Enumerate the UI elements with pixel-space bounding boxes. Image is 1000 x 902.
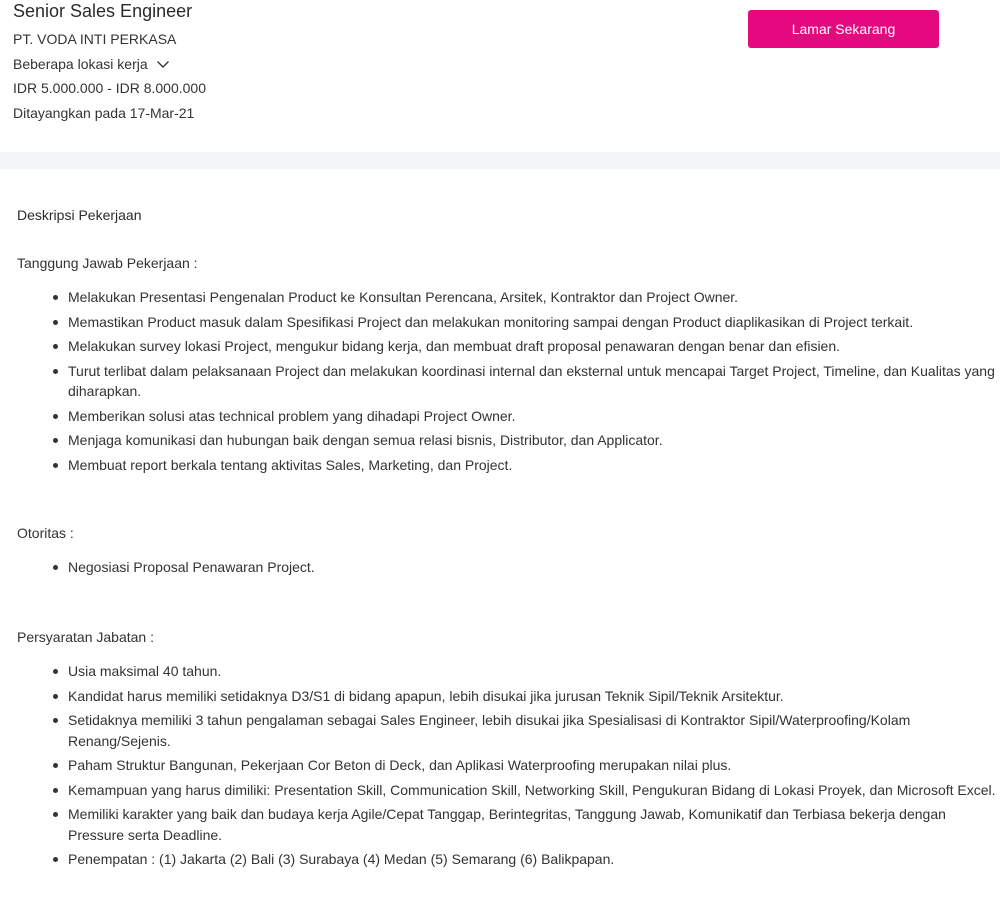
job-title: Senior Sales Engineer bbox=[13, 1, 193, 21]
requirements-label: Persyaratan Jabatan : bbox=[17, 629, 154, 645]
requirements-list bbox=[0, 661, 1000, 874]
authority-label: Otoritas : bbox=[17, 525, 74, 541]
responsibilities-label: Tanggung Jawab Pekerjaan : bbox=[17, 255, 198, 271]
salary-range: IDR 5.000.000 - IDR 8.000.000 bbox=[13, 80, 207, 96]
list-item: Negosiasi Proposal Penawaran Project. bbox=[68, 557, 1000, 578]
responsibilities-list bbox=[0, 287, 1000, 479]
job-header bbox=[0, 0, 1000, 152]
section-divider bbox=[0, 152, 1000, 169]
chevron-down-icon bbox=[156, 57, 170, 71]
list-item: Setidaknya memiliki 3 tahun pengalaman sebagai Sales Engineer, lebih disukai jika Spesialisasi di Kontraktor Sipil/Waterproofing/Kolam Renang/Sejenis. bbox=[68, 710, 1000, 751]
list-item: Turut terlibat dalam pelaksanaan Project dan melakukan koordinasi internal dan eksternal untuk mencapai Target Project, Timeline, dan Kualitas yang diharapkan. bbox=[68, 361, 1000, 402]
list-item: Menjaga komunikasi dan hubungan baik dengan semua relasi bisnis, Distributor, dan Applicator. bbox=[68, 430, 1000, 451]
description-heading: Deskripsi Pekerjaan bbox=[17, 207, 142, 223]
location-dropdown[interactable] bbox=[13, 56, 170, 72]
authority-list bbox=[0, 557, 1000, 582]
list-item: Melakukan survey lokasi Project, mengukur bidang kerja, dan membuat draft proposal penawaran dengan benar dan efisien. bbox=[68, 336, 1000, 357]
list-item: Membuat report berkala tentang aktivitas Sales, Marketing, dan Project. bbox=[68, 455, 1000, 476]
list-item: Usia maksimal 40 tahun. bbox=[68, 661, 1000, 682]
list-item: Kemampuan yang harus dimiliki: Presentation Skill, Communication Skill, Networking Skill, Pengukuran Bidang di Lokasi Proyek, dan Microsoft Excel. bbox=[68, 780, 1000, 801]
location-label: Beberapa lokasi kerja bbox=[13, 56, 148, 72]
list-item: Penempatan : (1) Jakarta (2) Bali (3) Surabaya (4) Medan (5) Semarang (6) Balikpapan. bbox=[68, 849, 1000, 870]
list-item: Kandidat harus memiliki setidaknya D3/S1 di bidang apapun, lebih disukai jika jurusan Teknik Sipil/Teknik Arsitektur. bbox=[68, 686, 1000, 707]
posted-date: Ditayangkan pada 17-Mar-21 bbox=[13, 105, 195, 121]
company-name[interactable]: PT. VODA INTI PERKASA bbox=[13, 31, 177, 47]
list-item: Memiliki karakter yang baik dan budaya kerja Agile/Cepat Tanggap, Berintegritas, Tanggung Jawab, Komunikatif dan Terbiasa bekerja dengan Pressure serta Deadline. bbox=[68, 804, 1000, 845]
list-item: Memberikan solusi atas technical problem yang dihadapi Project Owner. bbox=[68, 406, 1000, 427]
list-item: Melakukan Presentasi Pengenalan Product ke Konsultan Perencana, Arsitek, Kontraktor dan Project Owner. bbox=[68, 287, 1000, 308]
list-item: Paham Struktur Bangunan, Pekerjaan Cor Beton di Deck, dan Aplikasi Waterproofing merupakan nilai plus. bbox=[68, 755, 1000, 776]
list-item: Memastikan Product masuk dalam Spesifikasi Project dan melakukan monitoring sampai dengan Product diaplikasikan di Project terkait. bbox=[68, 312, 1000, 333]
apply-now-button[interactable]: Lamar Sekarang bbox=[748, 10, 939, 48]
